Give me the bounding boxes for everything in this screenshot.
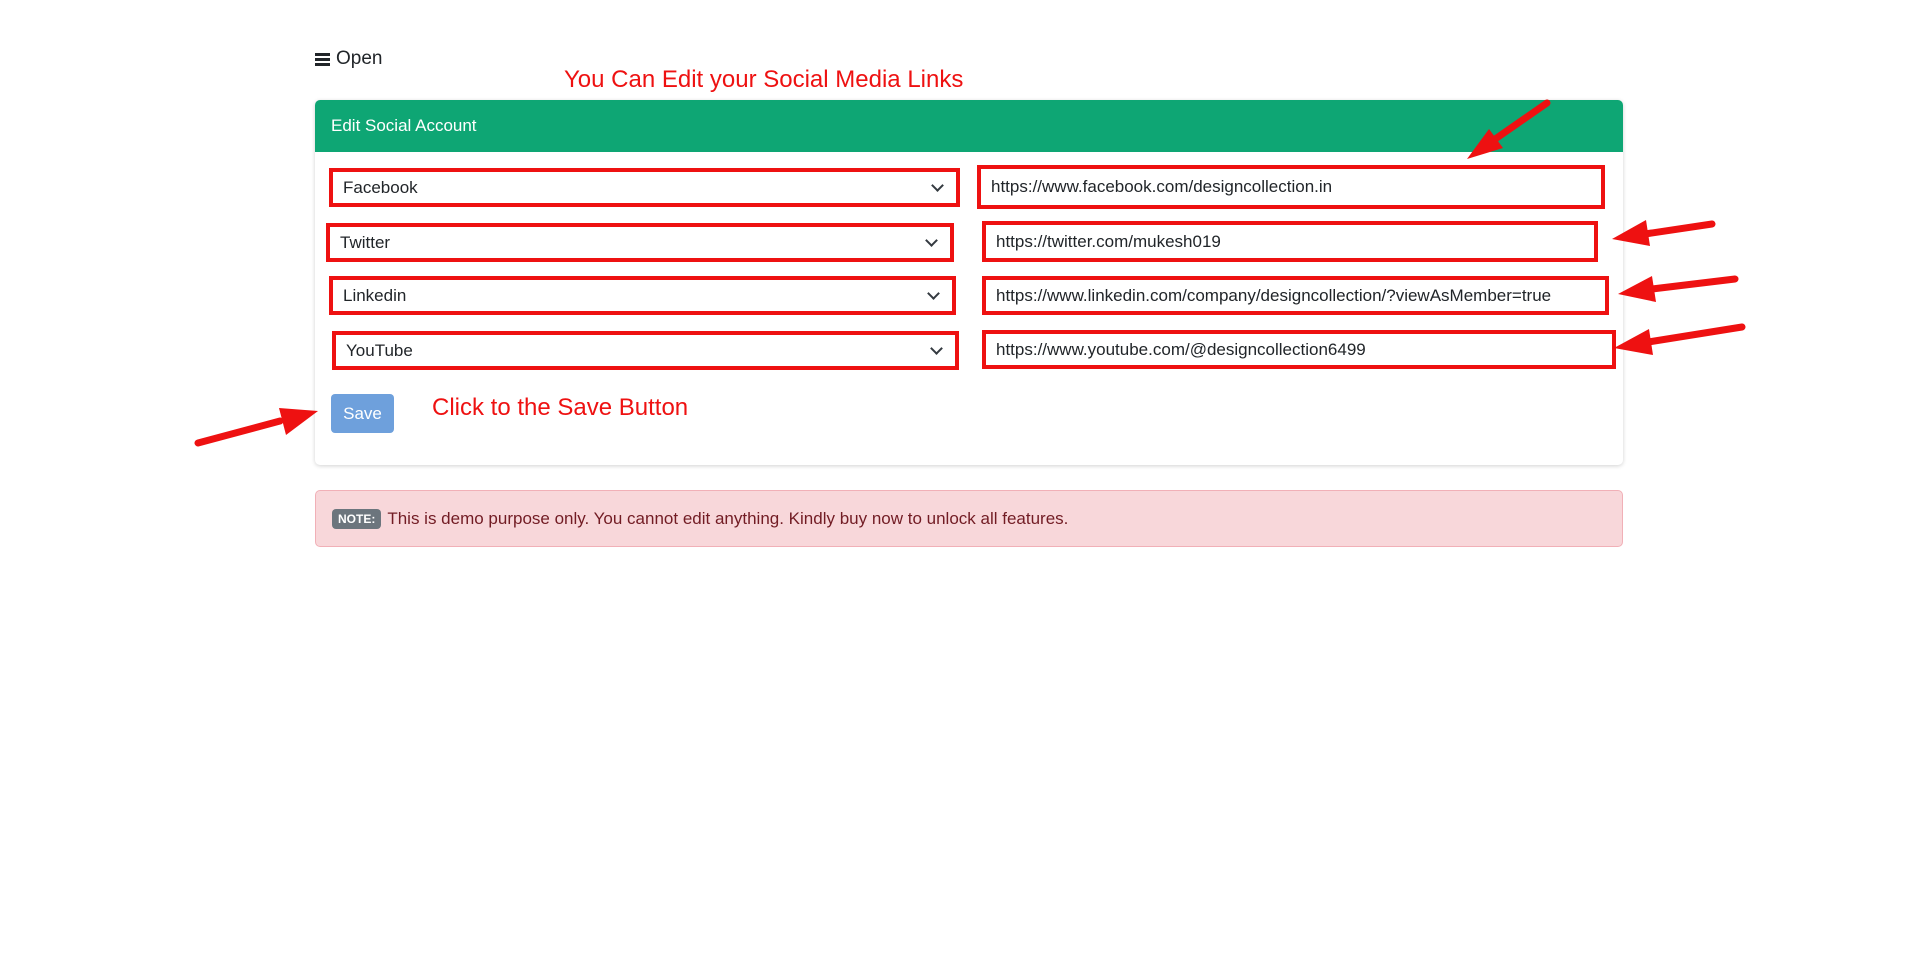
url-input-value: https://www.youtube.com/@designcollection6499	[996, 339, 1366, 359]
url-input-youtube[interactable]	[982, 330, 1616, 369]
chevron-down-icon	[927, 287, 940, 300]
annotation-save-hint: Click to the Save Button	[432, 394, 689, 421]
red-arrow-icon	[1618, 276, 1735, 302]
url-input-twitter[interactable]	[982, 221, 1598, 262]
platform-select-linkedin[interactable]	[329, 276, 956, 315]
platform-select-value: Linkedin	[343, 285, 407, 305]
url-input-facebook[interactable]	[977, 165, 1605, 209]
open-label: Open	[336, 48, 383, 69]
chevron-down-icon	[925, 234, 938, 247]
hamburger-icon	[315, 53, 330, 66]
url-input-linkedin[interactable]	[982, 276, 1609, 315]
chevron-down-icon	[930, 342, 943, 355]
demo-note-alert	[315, 490, 1623, 547]
save-button[interactable]: Save	[331, 394, 394, 433]
card-header: Edit Social Account	[315, 100, 1623, 152]
sidebar-open-toggle[interactable]	[315, 48, 382, 70]
platform-select-value: Facebook	[343, 177, 418, 197]
platform-select-value: Twitter	[340, 232, 391, 252]
platform-select-twitter[interactable]	[326, 223, 954, 262]
red-arrow-icon	[198, 408, 318, 443]
chevron-down-icon	[931, 179, 944, 192]
platform-select-value: YouTube	[346, 340, 413, 360]
url-input-value: https://twitter.com/mukesh019	[996, 231, 1221, 251]
platform-select-youtube[interactable]	[332, 331, 959, 370]
url-input-value: https://www.linkedin.com/company/designcollection/?viewAsMember=true	[996, 285, 1552, 305]
note-text: This is demo purpose only. You cannot edit anything. Kindly buy now to unlock all features.	[387, 508, 1069, 528]
annotation-headline: You Can Edit your Social Media Links	[564, 66, 964, 93]
url-input-value: https://www.facebook.com/designcollection.in	[991, 177, 1333, 196]
red-arrow-icon	[1612, 220, 1712, 246]
red-arrow-icon	[1614, 327, 1742, 355]
platform-select-facebook[interactable]	[329, 168, 960, 207]
note-badge: NOTE:	[332, 509, 381, 529]
